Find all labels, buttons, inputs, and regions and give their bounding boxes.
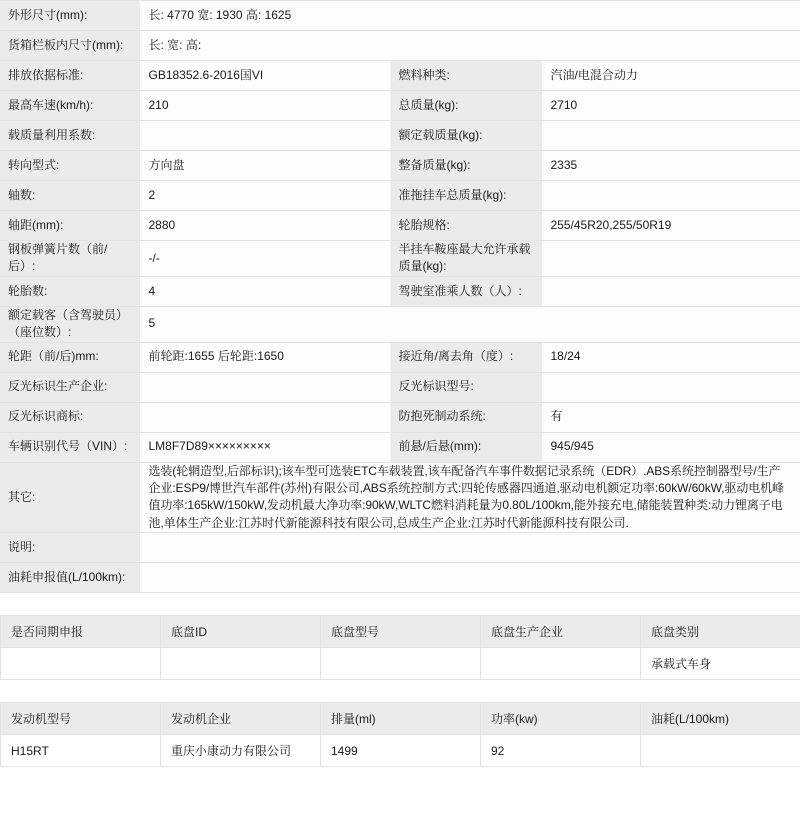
chassis-header-row xyxy=(1,616,800,648)
spec-row-label-right: 燃料种类: xyxy=(390,61,542,91)
section-gap-engine xyxy=(0,680,800,702)
spec-row-label-right: 整备质量(kg): xyxy=(390,151,542,181)
spec-row xyxy=(0,1,800,31)
engine-header-cell: 排量(ml) xyxy=(321,703,481,735)
spec-row xyxy=(0,91,800,121)
spec-row-label: 油耗申报值(L/100km): xyxy=(0,563,140,593)
spec-row-label: 钢板弹簧片数（前/后）: xyxy=(0,241,140,277)
chassis-header-cell: 是否同期申报 xyxy=(1,616,161,648)
spec-row-value-right xyxy=(542,121,800,151)
spec-row xyxy=(0,563,800,593)
spec-row xyxy=(0,61,800,91)
spec-row-label: 外形尺寸(mm): xyxy=(0,1,140,31)
table-row xyxy=(1,735,800,767)
engine-cell: H15RT xyxy=(1,735,161,767)
spec-row-value-right: 有 xyxy=(542,402,800,432)
spec-row-label: 转向型式: xyxy=(0,151,140,181)
spec-row-value-right: 945/945 xyxy=(542,432,800,462)
spec-row-value xyxy=(140,533,800,563)
spec-row-label: 反光标识商标: xyxy=(0,402,140,432)
spec-row-label: 货箱栏板内尺寸(mm): xyxy=(0,31,140,61)
spec-row-label-right: 半挂车鞍座最大允许承载质量(kg): xyxy=(390,241,542,277)
spec-row-value: LM8F7D89××××××××× xyxy=(140,432,390,462)
spec-row-label: 额定载客（含驾驶员）（座位数）: xyxy=(0,306,140,342)
spec-row xyxy=(0,181,800,211)
spec-row xyxy=(0,462,800,533)
spec-row-label: 轮胎数: xyxy=(0,276,140,306)
spec-row-label: 其它: xyxy=(0,462,140,533)
spec-row xyxy=(0,276,800,306)
spec-row-value xyxy=(140,121,390,151)
engine-cell: 92 xyxy=(481,735,641,767)
chassis-header-cell: 底盘ID xyxy=(161,616,321,648)
spec-row-label: 轴数: xyxy=(0,181,140,211)
engine-header-cell: 发动机企业 xyxy=(161,703,321,735)
spec-row xyxy=(0,306,800,342)
spec-row-label: 反光标识生产企业: xyxy=(0,372,140,402)
engine-header-cell: 油耗(L/100km) xyxy=(641,703,800,735)
spec-row xyxy=(0,211,800,241)
spec-row xyxy=(0,342,800,372)
spec-row-label-right: 准拖挂车总质量(kg): xyxy=(390,181,542,211)
engine-table-head xyxy=(1,703,800,735)
spec-row-label-right: 前悬/后悬(mm): xyxy=(390,432,542,462)
engine-header-cell: 发动机型号 xyxy=(1,703,161,735)
spec-row-value-right: 18/24 xyxy=(542,342,800,372)
spec-row-value: 前轮距:1655 后轮距:1650 xyxy=(140,342,390,372)
spec-row-value xyxy=(140,402,390,432)
chassis-cell xyxy=(1,648,161,680)
spec-row-value: 4 xyxy=(140,276,390,306)
spec-row-value: GB18352.6-2016国VI xyxy=(140,61,390,91)
table-row xyxy=(1,648,800,680)
spec-row-value-right: 汽油/电混合动力 xyxy=(542,61,800,91)
spec-row-value-right xyxy=(542,241,800,277)
chassis-table xyxy=(0,615,800,680)
spec-row-value: 长: 宽: 高: xyxy=(140,31,800,61)
chassis-cell: 承载式车身 xyxy=(641,648,800,680)
spec-row-label: 说明: xyxy=(0,533,140,563)
spec-row xyxy=(0,241,800,277)
spec-row-label: 轴距(mm): xyxy=(0,211,140,241)
spec-row xyxy=(0,533,800,563)
chassis-header-cell: 底盘生产企业 xyxy=(481,616,641,648)
spec-row-label-right: 总质量(kg): xyxy=(390,91,542,121)
chassis-cell xyxy=(321,648,481,680)
chassis-header-cell: 底盘类别 xyxy=(641,616,800,648)
spec-row-value-right xyxy=(542,181,800,211)
chassis-cell xyxy=(161,648,321,680)
spec-row xyxy=(0,151,800,181)
spec-row-value-right xyxy=(542,372,800,402)
chassis-header-cell: 底盘型号 xyxy=(321,616,481,648)
spec-row-value: 长: 4770 宽: 1930 高: 1625 xyxy=(140,1,800,31)
spec-row xyxy=(0,402,800,432)
engine-cell xyxy=(641,735,800,767)
engine-cell: 重庆小康动力有限公司 xyxy=(161,735,321,767)
spec-row-label-right: 接近角/离去角（度）: xyxy=(390,342,542,372)
spec-row-value-right xyxy=(542,276,800,306)
spec-row-value-right: 2710 xyxy=(542,91,800,121)
spec-row-label: 车辆识别代号（VIN）: xyxy=(0,432,140,462)
spec-row-label-right: 额定载质量(kg): xyxy=(390,121,542,151)
spec-row-label: 轮距（前/后)mm: xyxy=(0,342,140,372)
engine-header-row xyxy=(1,703,800,735)
section-gap-chassis xyxy=(0,593,800,615)
spec-row-label: 排放依据标准: xyxy=(0,61,140,91)
spec-row-label-right: 反光标识型号: xyxy=(390,372,542,402)
engine-table-body xyxy=(1,735,800,767)
spec-row-value: 选装(轮辋造型,后部标识);该车型可选装ETC车载装置,该车配备汽车事件数据记录系统（EDR）.ABS系统控制器型号/生产企业:ESP9/博世汽车部件(苏州)有限公司,ABS系统控制方式:四轮传感器四通道,驱动电机额定功率:60kW/60kW,驱动电机峰值功率:165kW/150kW,发动机最大净功率:90kW,WLTC燃料消耗量为0.80L/100km,能外接充电,储能装置种类:动力锂离子电池,单体生产企业:江苏时代新能源科技有限公司,总成生产企业:江苏时代新能源科技有限公司. xyxy=(140,462,800,533)
spec-row-value: 2880 xyxy=(140,211,390,241)
spec-row-value: -/- xyxy=(140,241,390,277)
chassis-table-head xyxy=(1,616,800,648)
spec-row xyxy=(0,432,800,462)
spec-row-label-right: 驾驶室准乘人数（人）: xyxy=(390,276,542,306)
spec-row-value: 方向盘 xyxy=(140,151,390,181)
spec-row-value-right: 2335 xyxy=(542,151,800,181)
spec-row xyxy=(0,31,800,61)
engine-cell: 1499 xyxy=(321,735,481,767)
chassis-table-body xyxy=(1,648,800,680)
spec-row-value xyxy=(140,372,390,402)
spec-row-label-right: 轮胎规格: xyxy=(390,211,542,241)
spec-row xyxy=(0,121,800,151)
spec-row-value: 2 xyxy=(140,181,390,211)
spec-row-label: 最高车速(km/h): xyxy=(0,91,140,121)
spec-row xyxy=(0,372,800,402)
spec-row-label: 载质量利用系数: xyxy=(0,121,140,151)
spec-table-body xyxy=(0,1,800,593)
spec-row-value xyxy=(140,563,800,593)
chassis-cell xyxy=(481,648,641,680)
spec-row-value: 5 xyxy=(140,306,800,342)
spec-row-value: 210 xyxy=(140,91,390,121)
spec-row-value-right: 255/45R20,255/50R19 xyxy=(542,211,800,241)
engine-table xyxy=(0,702,800,767)
engine-header-cell: 功率(kw) xyxy=(481,703,641,735)
spec-row-label-right: 防抱死制动系统: xyxy=(390,402,542,432)
